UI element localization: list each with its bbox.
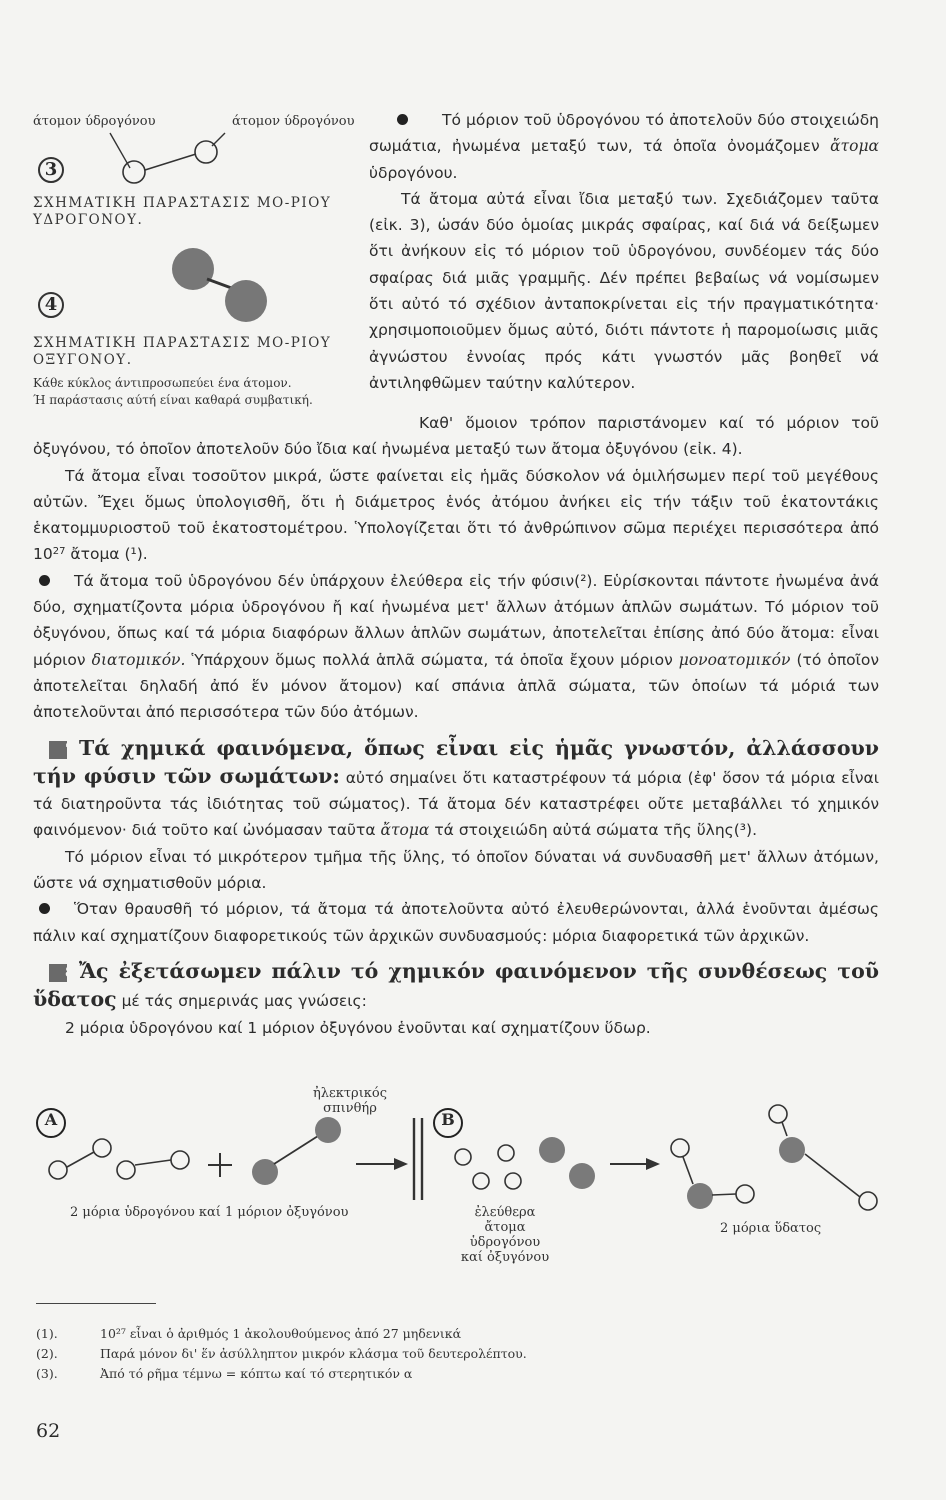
footnotes: (1). 10²⁷ εἶναι ὁ ἀριθμός 1 ἀκολουθούμενος ἀπό 27 μηδενικά (2). Παρά μόνον δι' ἕν ἀσύλληπτον μικρόν κλάσμα τοῦ δευτερολέπτου. (3). Ἀπό τό ρῆμα τέμνω = κόπτω καί τό στερητικόν α (36, 1326, 527, 1381)
paragraph-5: Τά ἄτομα τοῦ ὑδρογόνου δέν ὑπάρχουν ἐλεύθερα εἰς τήν φύσιν(²). Εὑρίσκονται πάντοτε ἠνωμένα ἀνά δύο, σχηματίζοντα μόρια ὑδρογόνου ἤ καί ἠνωμένα μετ' ἄλλων ἀτόμων ἁπλῶν σωμάτων. Τό μόριον τοῦ ὀξυγόνου, ὅπως καί τά μόρια διαφόρων ἄλλων ἁπλῶν σωμάτων, ἀποτελεῖται ἐπίσης ἀπό δύο ἄτομα: εἶναι μόριον διατομικόν. Ὑπάρχουν ὅμως πολλά ἁπλᾶ σώματα, τά ὁποῖα ἔχουν μόριον μονοατομικόν (τό ὁποῖον ἀποτελεῖται δηλαδή ἀπό ἕν μόνον ἄτομον) καί σπάνια ἁπλᾶ σώματα, τῶν ὁποίων τά μόριά των ἀποτελοῦνται ἀπό περισσότερα τῶν δύο ἀτόμων. (33, 571, 880, 722)
paragraph-7: Τό μόριον εἶναι τό μικρότερον τμῆμα τῆς ὕλης, τό ὁποῖον δύναται νά συνδυασθῆ μετ' ἄλλων ἀτόμων, ὥστε νά σχηματισθοῦν μόρια. (33, 847, 879, 893)
figure-4-number: 4 (38, 292, 64, 318)
section-7: 7 Τά χημικά φαινόμενα, ὅπως εἶναι εἰς ἡμᾶς γνωστόν, ἀλλάσσουν τήν φύσιν τῶν σωμάτων: αὐτό σημαίνει ὅτι καταστρέφουν τά μόρια (ἐφ' ὅσον τά μόρια εἶναι τά διατηροῦντα τάς ἰδιότητας τοῦ σώματος). Τά ἄτομα δέν καταστρέφει οὔτε μεταβάλλει τό χημικόν φαινόμενον· διά τοῦτο καί ὠνόμασαν ταῦτα ἄτομα τά στοιχειώδη αὐτά σώματα τῆς ὕλης(³). (33, 735, 879, 840)
paragraph-8: Ὅταν θραυσθῆ τό μόριον, τά ἄτομα τά ἀποτελοῦντα αὐτό ἐλευθερώνονται, ἀλλά ἑνοῦνται ἀμέσως πάλιν καί σχηματίζουν διαφορετικούς τῶν ἀρχικῶν συνδυασμούς: μόρια διαφορετικά τῶν ἀρχικῶν. (33, 900, 879, 945)
paragraph-1: Τό μόριον τοῦ ὑδρογόνου τό ἀποτελοῦν δύο στοιχειώδη σωμάτια, ἠνωμένα μεταξύ των, τά ὁποῖα ὀνομάζομεν ἄτομα ὑδρογόνου. (369, 111, 879, 182)
atom-label-left: άτομον ύδρογόνου (33, 114, 156, 129)
atom-label-right: άτομον ύδρογόνου (232, 114, 355, 129)
figure-4-caption: ΣΧΗΜΑΤΙΚΗ ΠΑΡΑΣΤΑΣΙΣ ΜΟ-ΡΙΟΥ ΟΞΥΓΟΝΟΥ. (33, 335, 332, 368)
oxygen-molecule-diagram (165, 245, 285, 335)
bullet-icon (397, 114, 408, 125)
section-8: 8 Ἄς ἐξετάσωμεν πάλιν τό χημικόν φαινόμενον τῆς συνθέσεως τοῦ ὕδατος μέ τάς σημερινάς μας γνώσεις: (33, 958, 879, 1012)
figure-4-note-2: Ή παράστασις αύτή είναι καθαρά συμβατική. (33, 393, 313, 407)
paragraph-4: Τά ἄτομα εἶναι τοσοῦτον μικρά, ὥστε φαίνεται εἰς ἡμᾶς δύσκολον νά ὁμιλήσωμεν περί τοῦ μεγέθους αὐτῶν. Ἔχει ὅμως ὑπολογισθῆ, ὅτι ἡ διάμετρος ἑνός ἀτόμου ἀνήκει εἰς τήν τάξιν τοῦ ἑκατοντάκις ἑκατομμυριοστοῦ τοῦ ἑκατοστομέτρου. Ὑπολογίζεται ὅτι τό ἀνθρώπινον σῶμα περιέχει περισσότερα ἀπό $10^{27}$ ἄτομα (¹). (33, 466, 879, 564)
figure-4-note-1: Κάθε κύκλος άντιπροσωπεύει ένα άτομον. (33, 376, 292, 390)
paragraph-10: 2 μόρια ὑδρογόνου καί 1 μόριον ὀξυγόνου ἑνοῦνται καί σχηματίζουν ὕδωρ. (65, 1018, 651, 1037)
figure-3-caption: ΣΧΗΜΑΤΙΚΗ ΠΑΡΑΣΤΑΣΙΣ ΜΟ-ΡΙΟΥ ΥΔΡΟΓΟΝΟΥ. (33, 195, 332, 228)
right-column-text (369, 107, 879, 396)
bullet-icon (39, 575, 50, 586)
section-8-heading: Ἄς ἐξετάσωμεν πάλιν τό χημικόν φαινόμενον τῆς συνθέσεως τοῦ ὕδατος (33, 958, 879, 1012)
hydrogen-molecule-diagram (100, 128, 260, 188)
caption-free-atoms: ἐλεύθερα ἄτομα ὑδρογόνου καί ὀξυγόνου (460, 1205, 550, 1265)
caption-reactants: 2 μόρια ὑδρογόνου καί 1 μόριον ὀξυγόνου (70, 1205, 349, 1220)
caption-water: 2 μόρια ὕδατος (720, 1221, 822, 1236)
paragraph-3: Καθ' ὅμοιον τρόπον παριστάνομεν καί τό μόριον τοῦ ὀξυγόνου, τό ὁποῖον ἀποτελοῦν δύο ἴδια καί ἠνωμένα μεταξύ των ἄτομα ὀξυγόνου (εἰκ. 4). (33, 414, 879, 459)
section-8-marker: 8 (49, 964, 67, 982)
reaction-label-a: A (44, 1110, 58, 1129)
figure-3-number: 3 (38, 157, 64, 183)
main-text (33, 410, 879, 1041)
paragraph-2: Τά ἄτομα αὐτά εἶναι ἴδια μεταξύ των. Σχεδιάζομεν ταῦτα (εἰκ. 3), ὡσάν δύο ὁμοίας μικράς σφαίρας, καί διά νά δείξωμεν ὅτι ἀνήκουν εἰς τό μόριον τοῦ ὑδρογόνου, συνδέομεν τάς δύο σφαίρας διά μιᾶς γραμμῆς. Δέν πρέπει βεβαίως νά νομίσωμεν ὅτι αὐτό τό σχέδιον ἀνταποκρίνεται εἰς τήν πραγματικότητα· χρησιμοποιοῦμεν ὅμως αὐτό, διότι πάντοτε ἡ παρομοίωσις μιᾶς ἀγνώστου ἐννοίας πρός κάτι γνωστόν μᾶς βοηθεῖ νά ἀντιληφθῶμεν ταύτην καλύτερον. (369, 189, 879, 392)
footnote-divider (36, 1303, 156, 1304)
spark-label: ἠλεκτρικός σπινθήρ (312, 1086, 388, 1116)
bullet-icon (39, 903, 50, 914)
section-7-heading: Τά χημικά φαινόμενα, ὅπως εἶναι εἰς ἡμᾶς γνωστόν, ἀλλάσσουν τήν φύσιν τῶν σωμάτων: (33, 735, 879, 788)
section-7-marker: 7 (49, 741, 67, 759)
page-number: 62 (36, 1420, 61, 1442)
reaction-label-b: B (441, 1110, 455, 1129)
